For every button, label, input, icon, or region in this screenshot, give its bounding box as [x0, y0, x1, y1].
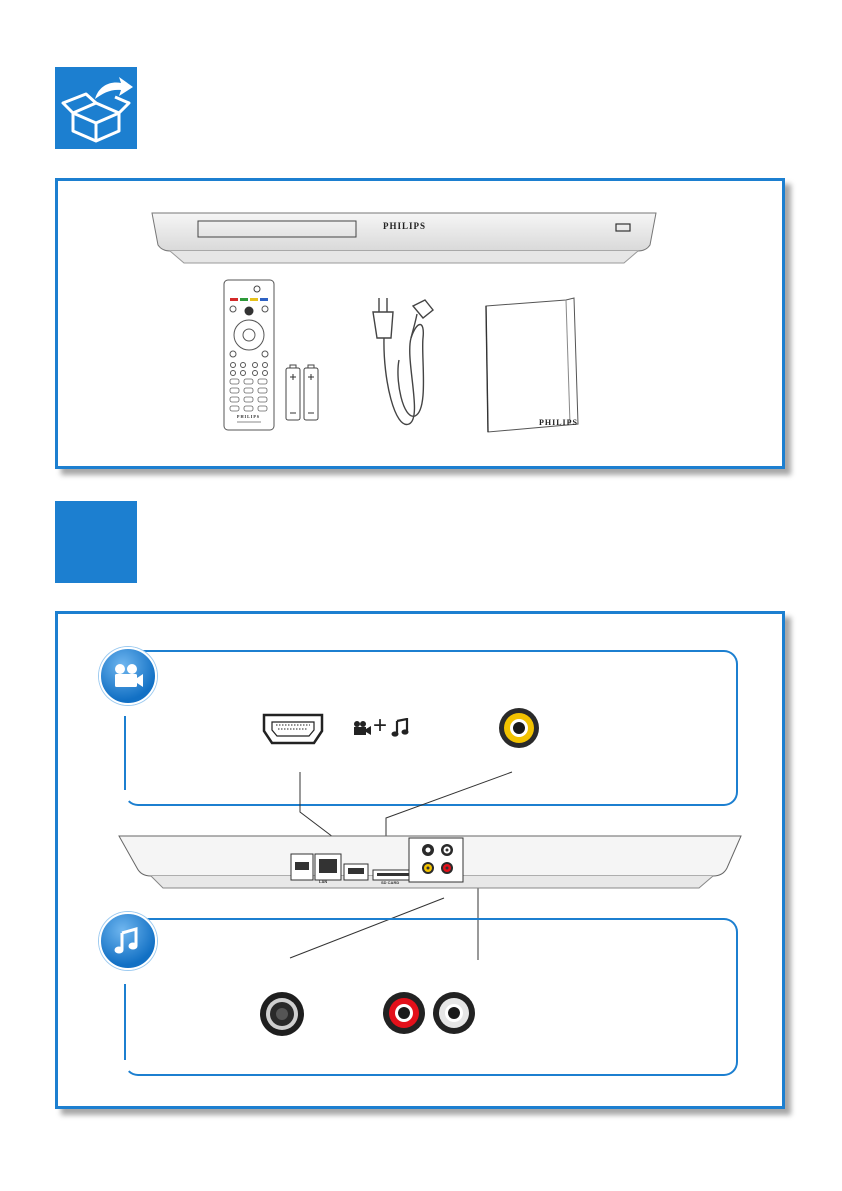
- player-rear-panel: [115, 832, 745, 890]
- manual-brand-label: PHILIPS: [539, 418, 579, 427]
- remote-brand-label: PHILIPS: [237, 414, 261, 419]
- plus-symbol: +: [373, 712, 388, 739]
- sd-card-slot-label: SD CARD: [381, 880, 400, 885]
- audio-group-left-edge: [124, 984, 126, 1060]
- audio-left-jack: [381, 990, 427, 1036]
- audio-right-jack: [431, 990, 477, 1036]
- player-brand-label: PHILIPS: [383, 221, 427, 231]
- music-note-icon: [99, 912, 157, 970]
- lan-port-label: LAN: [319, 879, 328, 884]
- coaxial-audio-jack: [258, 990, 306, 1038]
